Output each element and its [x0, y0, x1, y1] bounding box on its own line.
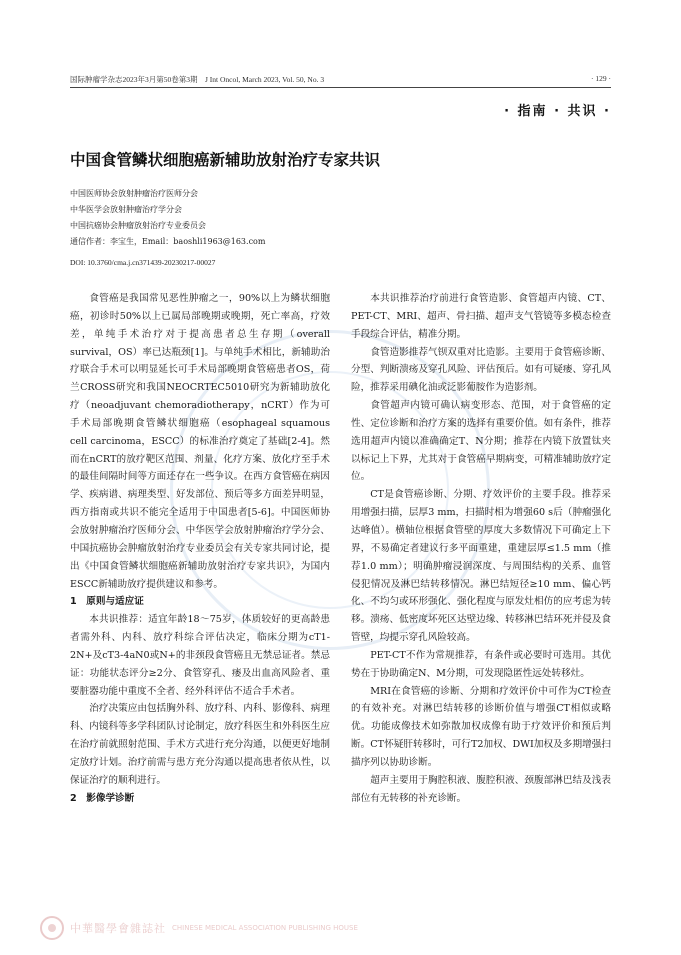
journal-info: 国际肿瘤学杂志2023年3月第50卷第3期 J Int Oncol, March 2023, Vol. 50, No. 3 [70, 75, 325, 84]
publisher-emblem-icon [40, 916, 64, 940]
section-heading: 1 原则与适应证 [70, 596, 144, 608]
section-badge: · 指南 · 共识 · [504, 104, 611, 119]
paragraph: 食管超声内镜可确认病变形态、范围，对于食管癌的定性、定位诊断和治疗方案的选择有重要价值。如有条件，推荐选用超声内镜以准确确定T、N分期；推荐在内镜下放置钛夹以标记上下界，尤其对于食管癌早期病变，可精准辅助放疗定位。 [351, 400, 611, 483]
author-line: 中华医学会放射肿瘤治疗学分会 [70, 205, 182, 214]
right-column [351, 290, 611, 807]
publisher-name: 中華醫學會雜誌社 [70, 922, 166, 935]
paragraph: PET-CT不作为常规推荐，有条件或必要时可选用。其优势在于协助确定N、M分期，可发现隐匿性远处转移灶。 [351, 649, 611, 679]
corresponding-author: 通信作者：李宝生，Email：baoshli1963@163.com [70, 237, 266, 246]
author-line: 中国抗癌协会肿瘤放射治疗专业委员会 [70, 221, 206, 230]
article-title: 中国食管鳞状细胞癌新辅助放射治疗专家共识 [70, 151, 381, 169]
paragraph: MRI在食管癌的诊断、分期和疗效评价中可作为CT检查的有效补充。对淋巴结转移的诊断价值与增强CT相似或略优。功能成像技术如弥散加权成像有助于疗效评价和预后判断。CT怀疑肝转移时，可行T2加权、DWI加权及多期增强扫描序列以协助诊断。 [351, 685, 611, 768]
paragraph: 食管癌是我国常见恶性肿瘤之一，90%以上为鳞状细胞癌，初诊时50%以上已属局部晚期或晚期，死亡率高，疗效差，单纯手术治疗对于提高患者总生存期（overall survival，OS）率已达瓶颈[1]。与单纯手术相比，新辅助治疗联合手术可以明显延长可手术局部晚期食管癌患者OS，荷兰CROSS研究和我国NEOCRTEC5010研究为新辅助放化疗（neoadjuvant chemoradiotherapy，nCRT）作为可手术局部晚期食管鳞状细胞癌（esophageal squamous cell carcinoma，ESCC）的标准治疗奠定了基础[2-4]。然而在nCRT的放疗靶区范围、剂量、化疗方案、放化疗至手术的最佳间隔时间等方面还存在一些争议。在西方食管癌在病因学、疾病谱、病理类型、好发部位、预后等多方面差异明显，西方指南或共识不能完全适用于中国患者[5-6]。中国医师协会放射肿瘤治疗医师分会、中华医学会放射肿瘤治疗学分会、中国抗癌协会肿瘤放射治疗专业委员会有关专家共同讨论，提出《中国食管鳞状细胞癌新辅助放射治疗专家共识》，为国内ESCC新辅助放疗提供建议和参考。 [70, 293, 330, 590]
author-line: 中国医师协会放射肿瘤治疗医师分会 [70, 189, 198, 198]
paragraph: 食管造影推荐气钡双重对比造影。主要用于食管癌诊断、分型、判断溃疡及穿孔风险、评估预后。如有可疑瘘、穿孔风险，推荐采用碘化油或泛影葡胺作为造影剂。 [351, 346, 611, 394]
paragraph: 本共识推荐治疗前进行食管造影、食管超声内镜、CT、PET-CT、MRI、超声、骨扫描、超声支气管镜等多模态检查手段综合评估，精准分期。 [351, 293, 611, 340]
publisher-logo [40, 915, 358, 941]
author-block [70, 186, 265, 250]
header-rule [70, 87, 611, 88]
doi: DOI: 10.3760/cma.j.cn371439-20230217-00027 [70, 258, 216, 267]
left-column [70, 290, 330, 807]
paragraph: CT是食管癌诊断、分期、疗效评价的主要手段。推荐采用增强扫描，层厚3 mm，扫描时相为增强60 s后（肿瘤强化达峰值）。横轴位根据食管壁的厚度大多数情况下可确定上下界，不易确定者建议行多平面重建，重建层厚≤1.5 mm（推荐1.0 mm）；明确肿瘤浸润深度、与周围结构的关系、血管侵犯情况及淋巴结转移情况。淋巴结短径≥10 mm、偏心钙化、不均匀或环形强化、强化程度与原发灶相仿的应考虑为转移。溃疡、低密度坏死区达壁边缘、转移淋巴结环死并侵及食管壁，均提示穿孔风险较高。 [351, 489, 611, 644]
section-heading: 2 影像学诊断 [70, 792, 135, 804]
publisher-name-en: CHINESE MEDICAL ASSOCIATION PUBLISHING HOUSE [172, 924, 358, 932]
paragraph: 治疗决策应由包括胸外科、放疗科、内科、影像科、病理科、内镜科等多学科团队讨论制定，放疗科医生和外科医生应在治疗前就照射范围、手术方式进行充分沟通，以便更好地制定放疗计划。治疗前需与患方充分沟通以提高患者依从性，以保证治疗的顺利进行。 [70, 703, 330, 786]
paragraph: 本共识推荐：适宜年龄18～75岁，体质较好的更高龄患者需外科、内科、放疗科综合评估决定，临床分期为cT1-2N+及cT3-4aN0或N+的非颈段食管癌且无禁忌证者。禁忌证：功能状态评分≥2分、食管穿孔、瘘及出血高风险者、重要脏器功能中重度不全者、经外科评估不适合手术者。 [70, 614, 330, 697]
page-number: · 129 · [591, 74, 611, 83]
paragraph: 超声主要用于胸腔积液、腹腔积液、颈腹部淋巴结及浅表部位有无转移的补充诊断。 [351, 774, 611, 804]
